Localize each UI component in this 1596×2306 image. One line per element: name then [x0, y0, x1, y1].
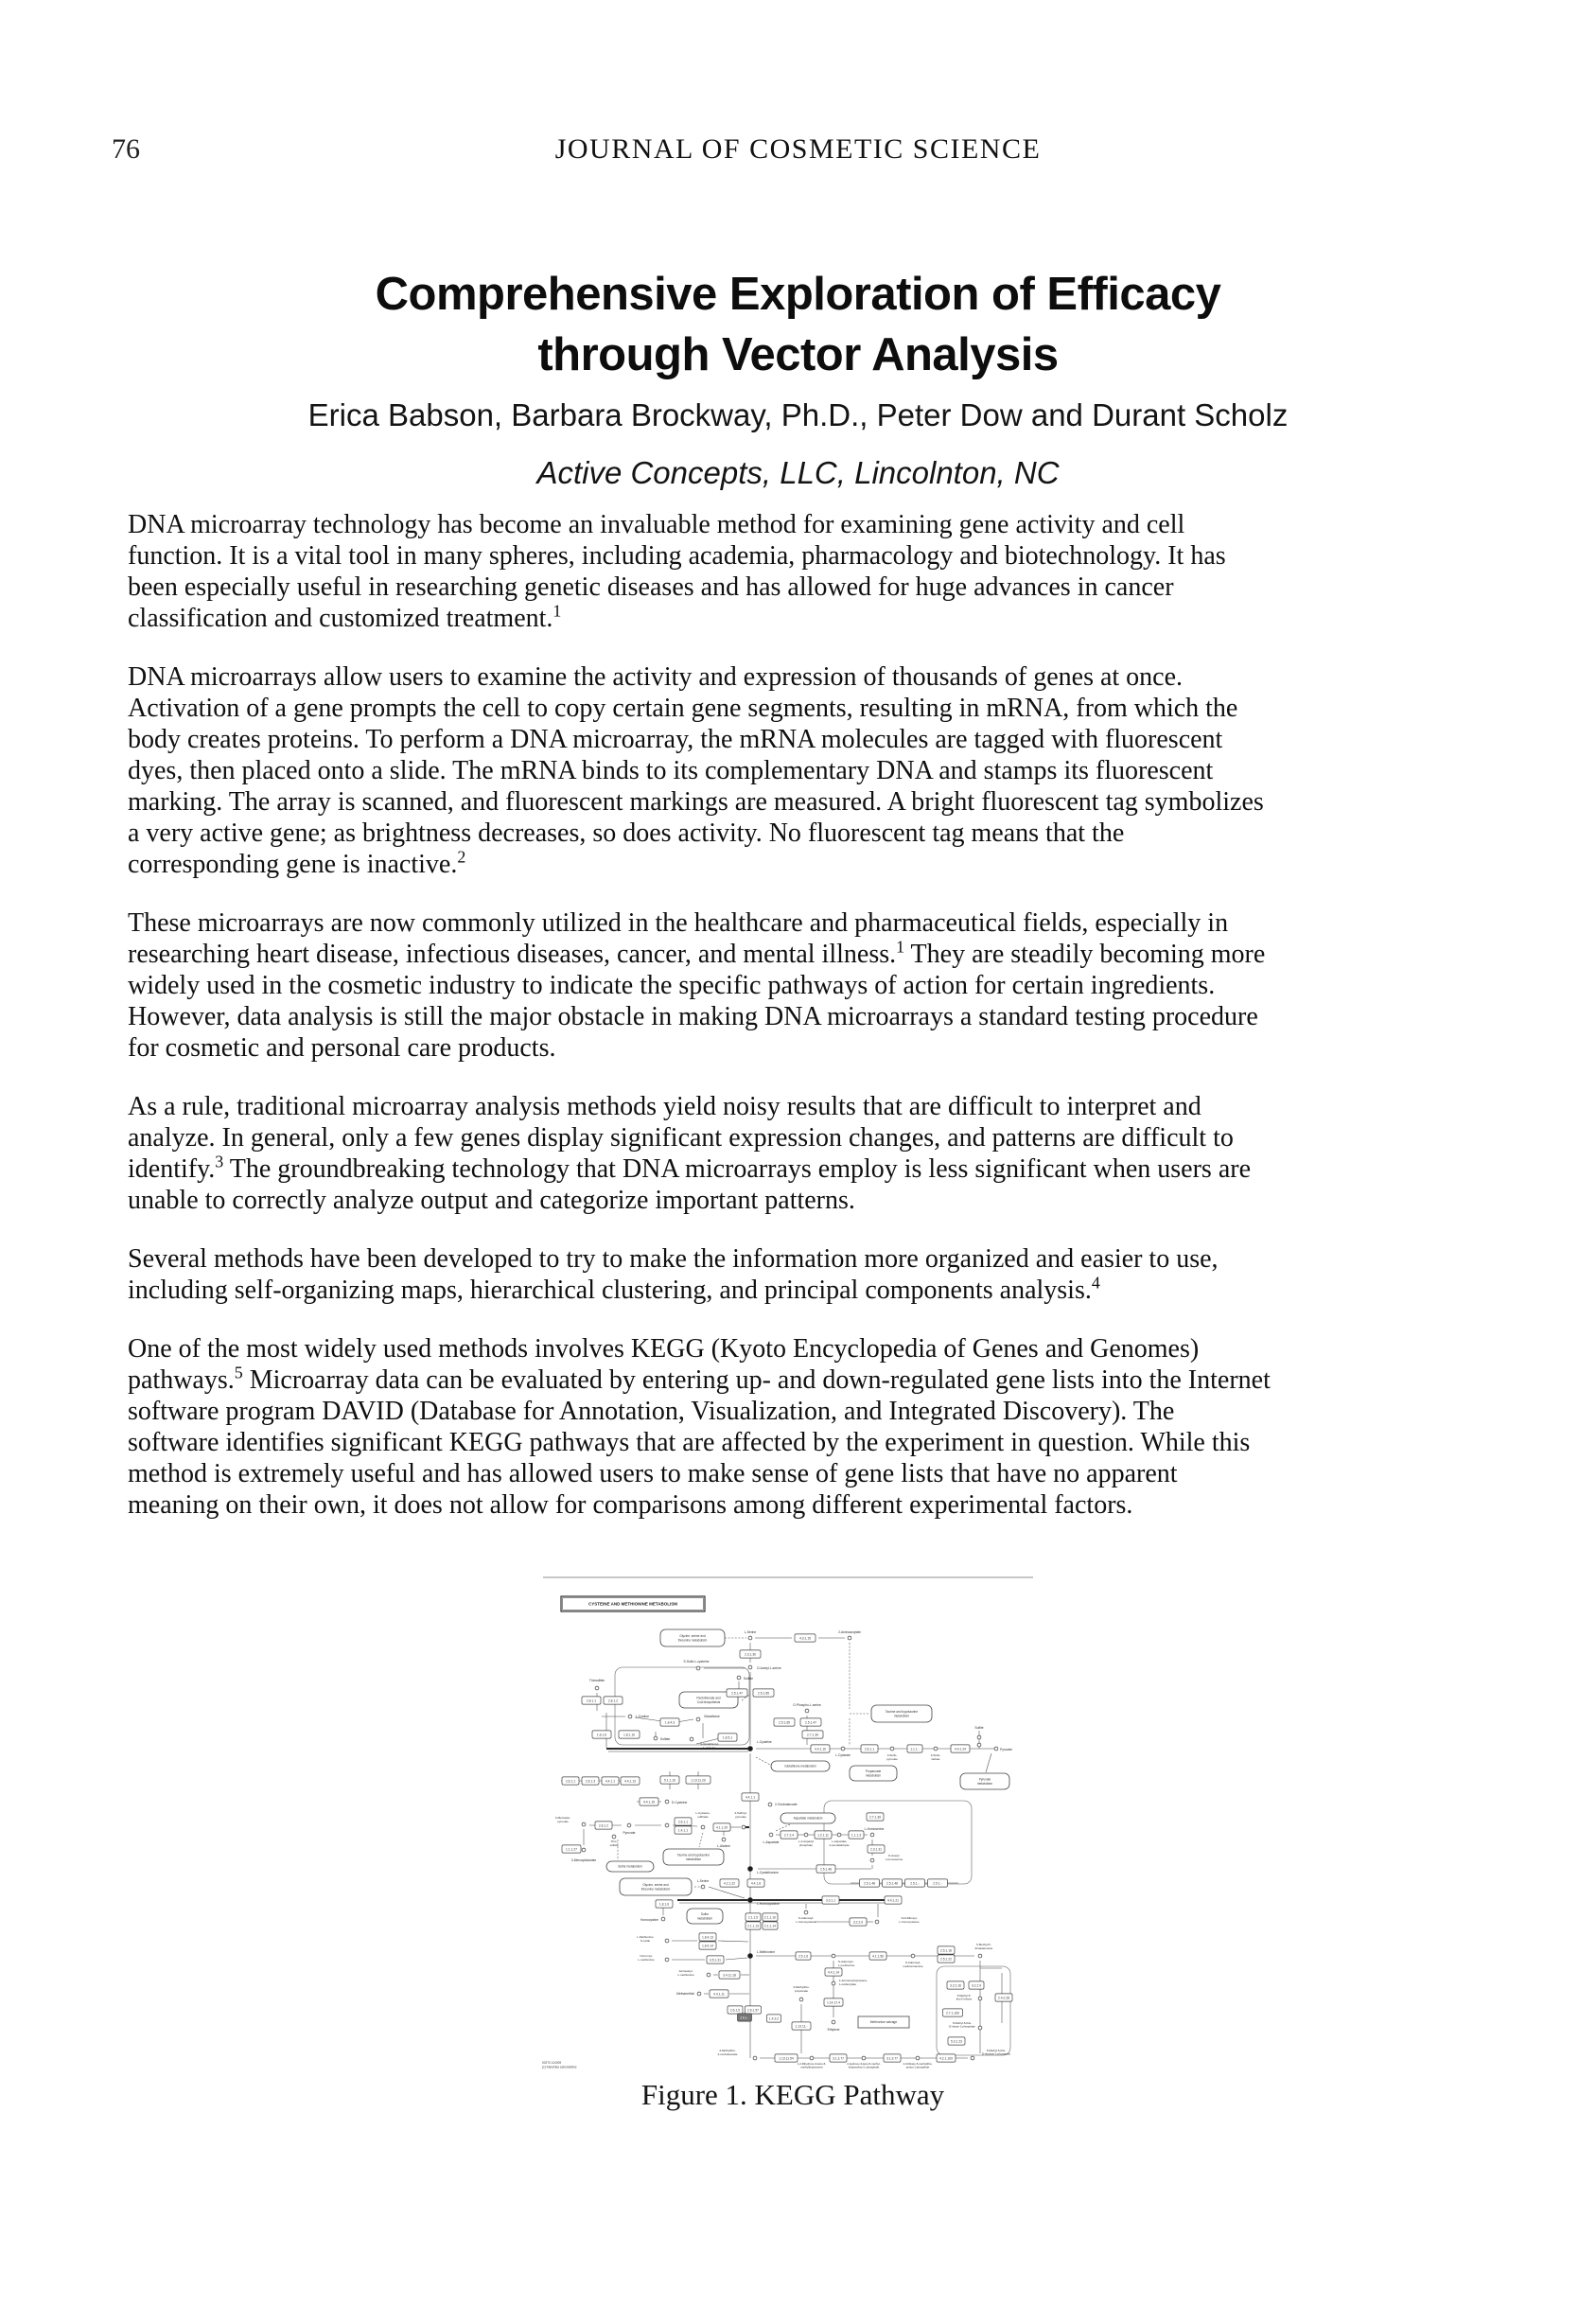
- svg-text:3.2.2.16: 3.2.2.16: [949, 1983, 962, 1988]
- svg-text:3-Sulfo-lactate: 3-Sulfo-lactate: [930, 1753, 941, 1761]
- svg-text:3.1.3.77: 3.1.3.77: [832, 2056, 845, 2061]
- svg-text:4.4.1.15: 4.4.1.15: [642, 1800, 656, 1804]
- svg-text:2.4.2.28: 2.4.2.28: [997, 1996, 1010, 2000]
- svg-text:Sulfide: Sulfide: [744, 1677, 754, 1681]
- svg-text:2.8.1.2: 2.8.1.2: [607, 1699, 619, 1703]
- svg-text:L-Serine: L-Serine: [744, 1630, 757, 1634]
- svg-text:1.8.1.6: 1.8.1.6: [596, 1733, 607, 1737]
- svg-text:2.5.1.65: 2.5.1.65: [757, 1691, 770, 1696]
- svg-text:2.5.1.48: 2.5.1.48: [863, 1881, 876, 1886]
- svg-text:L-MethionineS-oxide: L-Methionine S-oxide: [637, 1935, 654, 1943]
- svg-text:L-Methionine: L-Methionine: [757, 1950, 776, 1954]
- svg-text:2.5.1.22: 2.5.1.22: [939, 1957, 953, 1962]
- svg-text:Glycine, serine andthreonine m: Glycine, serine and threonine metabolism: [677, 1634, 708, 1643]
- svg-text:Pyruvate: Pyruvate: [1000, 1748, 1013, 1752]
- svg-text:4.2.1.109: 4.2.1.109: [939, 2056, 953, 2061]
- svg-text:N-Formyl-L-methionine: N-Formyl-L-methionine: [638, 1954, 655, 1962]
- svg-text:2.5.1.47: 2.5.1.47: [730, 1691, 744, 1696]
- affiliation-line: Active Concepts, LLC, Lincolnton, NC: [536, 455, 1060, 490]
- svg-text:3-Sulfo-pyruvate: 3-Sulfo-pyruvate: [886, 1753, 898, 1761]
- svg-text:Ethylene: Ethylene: [827, 2028, 840, 2032]
- svg-text:1.2.1.11: 1.2.1.11: [817, 1833, 829, 1838]
- svg-text:2.7.1.100: 2.7.1.100: [946, 2011, 959, 2016]
- svg-text:L-Cysteine-sulfinate: L-Cysteine-sulfinate: [695, 1811, 710, 1819]
- svg-text:Propanoatemetabolism: Propanoate metabolism: [865, 1769, 882, 1778]
- svg-text:1.8.4.3: 1.8.4.3: [664, 1720, 675, 1725]
- svg-text:4.4.1.1: 4.4.1.1: [745, 1795, 756, 1800]
- svg-text:2.6.1.5: 2.6.1.5: [729, 2008, 741, 2013]
- journal-header: JOURNAL OF COSMETIC SCIENCE: [554, 133, 1042, 165]
- svg-text:1.14.17.4: 1.14.17.4: [827, 2000, 840, 2005]
- svg-text:Pyruvatemetabolism: Pyruvate metabolism: [976, 1777, 993, 1786]
- svg-text:Sulfurmetabolism: Sulfur metabolism: [696, 1912, 713, 1921]
- svg-text:L-Aspartate: L-Aspartate: [763, 1840, 780, 1844]
- svg-text:1.13.11.-: 1.13.11.-: [795, 2024, 808, 2029]
- svg-text:2.6.1.-: 2.6.1.-: [740, 2016, 749, 2020]
- svg-text:Taurine and hypotaurinemetabol: Taurine and hypotaurine metabolism: [885, 1710, 919, 1718]
- svg-text:L-Aspartate4-semialdehyde: L-Aspartate 4-semialdehyde: [829, 1840, 850, 1847]
- svg-text:2.5.1.-: 2.5.1.-: [933, 1881, 942, 1886]
- svg-text:3.2.2.9: 3.2.2.9: [852, 1920, 864, 1925]
- svg-text:Sulfur metabolism: Sulfur metabolism: [618, 1864, 642, 1869]
- svg-text:4.4.1.14: 4.4.1.14: [827, 1970, 840, 1975]
- svg-text:Pyruvate: Pyruvate: [623, 1831, 636, 1835]
- svg-text:Sulfite: Sulfite: [974, 1726, 984, 1730]
- svg-text:2.8.1.2: 2.8.1.2: [598, 1823, 609, 1828]
- svg-text:2-Aminoacrylate: 2-Aminoacrylate: [838, 1630, 861, 1634]
- svg-text:5-Methyl-5-thio-D-ribose 1-pho: 5-Methyl-5-thio-D-ribose 1-phosphate: [949, 2021, 975, 2029]
- svg-text:Methionine salvage: Methionine salvage: [869, 2020, 898, 2025]
- svg-text:1.1.1.3: 1.1.1.3: [851, 1833, 862, 1838]
- svg-text:2.7.2.4: 2.7.2.4: [783, 1833, 795, 1838]
- svg-text:3-Mercapto-pyruvate: 3-Mercapto-pyruvate: [554, 1816, 571, 1823]
- svg-text:2.3.1.31: 2.3.1.31: [869, 1847, 883, 1852]
- body-paragraph: These microarrays are now commonly utilized in the healthcare and pharmaceutical fields, especially in researching heart disease, infectious diseases, cancer, and mental illness.$^1$ They are steadily becoming more widely used in the cosmetic industry to indicate the specific pathways of action for certain ingredients. However, data analysis is still the major obstacle in making DNA microarrays a standard testing procedure for cosmetic and personal care products.: [128, 908, 1266, 1063]
- svg-text:2.6.1.1: 2.6.1.1: [565, 1779, 576, 1784]
- svg-text:1.8.4.14: 1.8.4.14: [701, 1944, 714, 1948]
- svg-text:L-Serine: L-Serine: [696, 1879, 710, 1883]
- svg-text:Aminoacyl-L-methionine: Aminoacyl-L-methionine: [677, 1969, 694, 1977]
- svg-text:CYSTEINE AND METHIONINE METABO: CYSTEINE AND METHIONINE METABOLISM: [588, 1601, 678, 1607]
- svg-text:3.5.1.31: 3.5.1.31: [709, 1958, 722, 1963]
- svg-text:L-4-Aspartylphosphate: L-4-Aspartyl phosphate: [798, 1840, 815, 1847]
- svg-text:Taurine and hypotaurinemetabol: Taurine and hypotaurine metabolism: [676, 1853, 710, 1861]
- svg-text:2.7.1.39: 2.7.1.39: [806, 1733, 819, 1737]
- svg-text:2,3-Diketo-5-methylthio-pentyl: 2,3-Diketo-5-methylthio-pentyl 1-phosphate: [903, 2062, 933, 2069]
- page-number: 76: [112, 133, 140, 165]
- svg-text:2.8.1.1: 2.8.1.1: [586, 1699, 597, 1703]
- svg-text:L-Homoserine: L-Homoserine: [864, 1827, 885, 1831]
- svg-text:3-Methylthio-propionate: 3-Methylthio-propionate: [793, 1985, 810, 1993]
- svg-text:Thiosulfate: Thiosulfate: [588, 1679, 605, 1682]
- svg-text:Sulfate: Sulfate: [660, 1737, 671, 1741]
- svg-text:S-D-Ribosyl-L-homocysteine: S-D-Ribosyl-L-homocysteine: [899, 1916, 920, 1924]
- body-paragraph: One of the most widely used methods involves KEGG (Kyoto Encyclopedia of Genes and Genomes) pathways.$^5$ Microarray data can be evaluated by entering up- and down-regulated gene lists into the Internet software program DAVID (Database for Annotation, Visualization, and Integrated Discovery). The software identifies significant KEGG pathways that are affected by the experiment in question. While this method is extremely useful and has allowed users to make sense of gene lists that have no apparent meaning on their own, it does not allow for comparisons among different experimental factors.: [128, 1334, 1271, 1520]
- article-body: [128, 509, 1481, 1548]
- svg-text:2.6.1.1: 2.6.1.1: [864, 1747, 875, 1752]
- svg-text:1.1.1.-: 1.1.1.-: [910, 1747, 920, 1752]
- svg-text:2.5.1.48: 2.5.1.48: [886, 1881, 899, 1886]
- svg-text:1.8.1.6: 1.8.1.6: [658, 1902, 670, 1907]
- svg-text:2.5.1.6: 2.5.1.6: [798, 1954, 809, 1959]
- svg-text:L-Cystine: L-Cystine: [636, 1715, 649, 1718]
- svg-text:S-Adenosyl-methioninamine: S-Adenosyl-methioninamine: [903, 1961, 923, 1968]
- svg-text:2.6.1.3: 2.6.1.3: [585, 1779, 596, 1784]
- svg-text:L-Homocysteine: L-Homocysteine: [757, 1902, 780, 1906]
- svg-text:O-Acetyl-L-homoserine: O-Acetyl-L-homoserine: [885, 1854, 903, 1861]
- svg-text:S-Adenosyl-L-methionine: S-Adenosyl-L-methionine: [838, 1960, 855, 1967]
- svg-text:3-Mercaptolactate: 3-Mercaptolactate: [570, 1858, 597, 1862]
- svg-text:O-Phospho-L-serine: O-Phospho-L-serine: [793, 1703, 821, 1707]
- svg-text:2.5.1.65: 2.5.1.65: [778, 1720, 791, 1725]
- svg-text:4.1.1.29: 4.1.1.29: [715, 1825, 728, 1830]
- svg-text:5.3.1.23: 5.3.1.23: [950, 2039, 963, 2044]
- svg-text:3.2.2.9: 3.2.2.9: [971, 1983, 982, 1988]
- svg-text:2.5.1.16: 2.5.1.16: [939, 1948, 953, 1953]
- figure-1: [523, 1571, 1053, 2082]
- svg-text:2.7.1.39: 2.7.1.39: [868, 1815, 882, 1820]
- svg-text:3.1.3.77: 3.1.3.77: [886, 2056, 899, 2061]
- svg-text:1.8.5.1: 1.8.5.1: [722, 1735, 733, 1740]
- svg-text:L-Cysteine: L-Cysteine: [757, 1740, 772, 1744]
- author-line: Erica Babson, Barbara Brockway, Ph.D., Peter Dow and Durant Scholz: [307, 397, 1289, 432]
- figure-caption: Figure 1. KEGG Pathway: [640, 2078, 945, 2111]
- body-paragraph: DNA microarrays allow users to examine the activity and expression of thousands of genes at once. Activation of a gene prompts the cell to copy certain gene segments, resulting in mRNA, from which the body creates proteins. To perform a DNA microarray, the mRNA molecules are tagged with fluorescent dyes, then placed onto a slide. The mRNA binds to its complementary DNA and stamps its fluorescent marking. The array is scanned, and fluorescent markings are measured. A bright fluorescent tag symbolizes a very active gene; as brightness decreases, so does activity. No fluorescent tag means that the corresponding gene is inactive.$^2$: [128, 662, 1264, 879]
- svg-text:Methanethiol: Methanethiol: [676, 1992, 694, 1996]
- svg-text:4.4.1.10: 4.4.1.10: [814, 1747, 827, 1752]
- svg-text:4.4.1.11: 4.4.1.11: [713, 1992, 725, 1997]
- svg-text:1,2-Dihydroxy-3-keto-5-methylt: 1,2-Dihydroxy-3-keto-5-methylthiopentene: [797, 2062, 827, 2069]
- svg-text:00270 11/3/09: 00270 11/3/09: [542, 2061, 562, 2065]
- svg-text:2.5.1.48: 2.5.1.48: [819, 1867, 833, 1872]
- svg-text:2.5.1.47: 2.5.1.47: [804, 1720, 817, 1725]
- svg-text:Glutathione metabolism: Glutathione metabolism: [784, 1764, 816, 1769]
- svg-text:4.3.1.15: 4.3.1.15: [798, 1636, 812, 1641]
- body-paragraph: DNA microarray technology has become an invaluable method for examining gene activity and cell function. It is a vital tool in many spheres, including academia, pharmacology and biotechnology. It has been especially useful in researching genetic diseases and has allowed for huge advances in cancer classification and customized treatment.$^1$: [128, 510, 1226, 633]
- svg-text:4.4.1.1: 4.4.1.1: [605, 1779, 616, 1784]
- svg-text:5.1.1.10: 5.1.1.10: [663, 1778, 676, 1783]
- svg-text:Aspartate metabolism: Aspartate metabolism: [793, 1816, 823, 1821]
- svg-text:2.1.1.13: 2.1.1.13: [746, 1924, 760, 1928]
- svg-text:4.4.1.21: 4.4.1.21: [886, 1898, 900, 1903]
- svg-text:3.3.1.1: 3.3.1.1: [825, 1898, 836, 1903]
- body-paragraph: Several methods have been developed to try to make the information more organized and easier to use, including self-organizing maps, hierarchical clustering, and principal components analysis.$^4$: [128, 1244, 1219, 1305]
- svg-text:1.4.1.1: 1.4.1.1: [677, 1828, 689, 1833]
- svg-text:5-Methyl-5-thio-D-ribose: 5-Methyl-5-thio-D-ribose: [956, 1994, 973, 2001]
- svg-text:1.4.3.2: 1.4.3.2: [768, 2016, 780, 2021]
- svg-text:Glutathione: Glutathione: [704, 1715, 720, 1718]
- svg-text:5-Methyl-5-thio-D-ribulose 1-p: 5-Methyl-5-thio-D-ribulose 1-phosphate: [981, 2049, 1011, 2056]
- svg-text:2.3.1.30: 2.3.1.30: [744, 1652, 757, 1657]
- svg-text:4-Methylthio-2-oxobutanoate: 4-Methylthio-2-oxobutanoate: [717, 2049, 738, 2056]
- svg-text:1.13.11.20: 1.13.11.20: [691, 1778, 706, 1783]
- svg-text:4.4.1.8: 4.4.1.8: [750, 1881, 762, 1886]
- svg-text:L-Alanine: L-Alanine: [717, 1844, 730, 1848]
- svg-text:S-Sulfo-L-cysteine: S-Sulfo-L-cysteine: [683, 1660, 710, 1663]
- svg-text:Homocystine: Homocystine: [640, 1918, 658, 1922]
- svg-text:1.8.4.13: 1.8.4.13: [701, 1935, 714, 1940]
- svg-text:(c) Kanehisa Laboratories: (c) Kanehisa Laboratories: [542, 2065, 577, 2069]
- kegg-pathway-figure: [523, 1571, 1053, 2082]
- svg-text:O-Acetyl-L-serine: O-Acetyl-L-serine: [757, 1666, 781, 1670]
- svg-text:3.4.11.18: 3.4.11.18: [723, 1973, 736, 1978]
- svg-text:Glycine, serine andthreonine m: Glycine, serine and threonine metabolism: [640, 1883, 671, 1892]
- svg-text:L-Cysteate: L-Cysteate: [835, 1753, 851, 1757]
- svg-text:1-Aminocyclopropane-1-carboxyl: 1-Aminocyclopropane-1-carboxylate: [839, 1979, 868, 1986]
- body-paragraph: As a rule, traditional microarray analysis methods yield noisy results that are difficult to interpret and analyze. In general, only a few genes display significant expression changes, and patterns are difficult to identify.$^3$ The groundbreaking technology that DNA microarrays employ is less significant when users are unable to correctly analyze output and categorize important patterns.: [128, 1092, 1251, 1215]
- svg-text:2.6.1.57: 2.6.1.57: [746, 2008, 760, 2013]
- svg-text:D-Cysteine: D-Cysteine: [672, 1801, 688, 1804]
- svg-text:2.1.1.5: 2.1.1.5: [747, 1915, 759, 1920]
- svg-text:Thio-sulfate: Thio-sulfate: [609, 1840, 619, 1847]
- svg-text:1.8.1.10: 1.8.1.10: [623, 1733, 636, 1737]
- svg-text:2.6.1.1: 2.6.1.1: [677, 1820, 689, 1824]
- svg-text:S-Adenosyl-L-homocysteine: S-Adenosyl-L-homocysteine: [796, 1916, 816, 1924]
- svg-text:2-Oxobutanoate: 2-Oxobutanoate: [775, 1803, 798, 1806]
- svg-text:4.4.1.13: 4.4.1.13: [623, 1779, 637, 1784]
- svg-text:4.4.1.24: 4.4.1.24: [954, 1747, 967, 1752]
- svg-text:2-Hydroxy-3-keto-5-methyl-thio: 2-Hydroxy-3-keto-5-methyl-thiopentenyl 1-phosphate: [847, 2062, 881, 2069]
- article-title: Comprehensive Exploration of Efficacy through Vector Analysis: [375, 268, 1221, 380]
- svg-text:Pantothenate andCoA biosynthes: Pantothenate and CoA biosynthesis: [696, 1696, 721, 1704]
- svg-text:L-Cystathionine: L-Cystathionine: [757, 1871, 779, 1875]
- svg-text:3-Sulfinyl-pyruvate: 3-Sulfinyl-pyruvate: [734, 1811, 747, 1819]
- svg-text:2.1.1.10: 2.1.1.10: [763, 1915, 777, 1920]
- svg-text:4.2.1.22: 4.2.1.22: [723, 1881, 736, 1886]
- svg-text:5-Methyl-5'-thioadenosine: 5-Methyl-5'-thioadenosine: [974, 1943, 993, 1950]
- svg-text:S-Glutathionyl-L-cysteine: S-Glutathionyl-L-cysteine: [700, 1742, 719, 1750]
- svg-text:1.13.11.54: 1.13.11.54: [779, 2056, 794, 2061]
- svg-text:1.1.1.27: 1.1.1.27: [565, 1847, 578, 1852]
- svg-text:2.1.1.14: 2.1.1.14: [763, 1924, 777, 1928]
- svg-text:4.1.1.50: 4.1.1.50: [871, 1954, 885, 1959]
- svg-text:2.5.1.-: 2.5.1.-: [910, 1881, 920, 1886]
